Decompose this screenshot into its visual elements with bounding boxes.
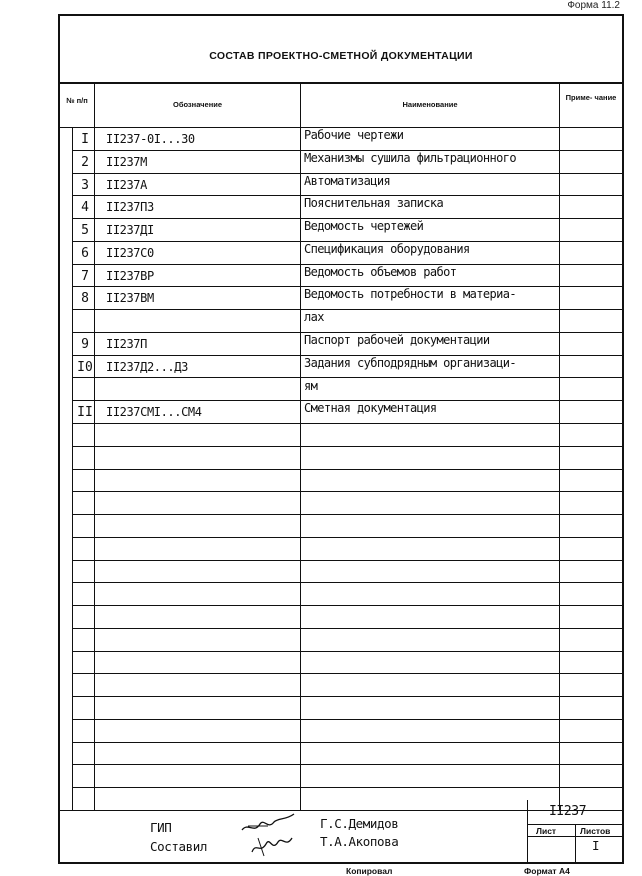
row-line	[72, 309, 622, 310]
row-line	[72, 764, 622, 765]
row-number: II	[77, 405, 93, 420]
stamp-divider	[527, 800, 528, 864]
row-line	[72, 719, 622, 720]
row-number: 2	[81, 155, 89, 170]
row-line	[72, 469, 622, 470]
header-name: Наименование	[402, 100, 458, 109]
row-number: I	[81, 132, 89, 147]
row-line	[72, 628, 622, 629]
row-line	[72, 582, 622, 583]
row-line	[72, 787, 622, 788]
header-num: № п/п	[66, 96, 88, 105]
stamp-sheets-value: I	[592, 838, 600, 853]
row-designation: II237СМI...СМ4	[106, 405, 202, 419]
row-name: Задания субподрядным организаци-	[304, 356, 516, 370]
row-line	[72, 446, 622, 447]
row-designation: II237M	[106, 155, 147, 169]
row-number: 8	[81, 291, 89, 306]
row-number: 9	[81, 337, 89, 352]
row-designation: II237Д2...ДЗ	[106, 360, 188, 374]
row-line	[72, 491, 622, 492]
row-name: Ведомость потребности в материа-	[304, 287, 516, 301]
stamp-doc-code: II237	[549, 804, 587, 819]
row-line	[72, 537, 622, 538]
row-designation: II237А	[106, 178, 147, 192]
row-line	[72, 560, 622, 561]
stamp-sheet-label: Лист	[536, 826, 557, 836]
row-designation: II237П	[106, 337, 147, 351]
row-name: Сметная документация	[304, 401, 437, 415]
row-line	[72, 651, 622, 652]
row-name: Автоматизация	[304, 174, 391, 188]
row-number: 4	[81, 200, 89, 215]
stamp-top-line	[60, 810, 622, 811]
stamp-role-gip: ГИП	[150, 820, 172, 835]
row-designation: II237ПЗ	[106, 200, 154, 214]
stamp-person-gip: Г.С.Демидов	[320, 816, 399, 831]
signature-image	[238, 808, 300, 858]
title-block	[60, 16, 622, 84]
row-designation: II237ДI	[106, 223, 154, 237]
stamp-role-author: Составил	[150, 839, 208, 854]
row-name-continued: лах	[304, 310, 324, 324]
bottom-line	[60, 862, 622, 863]
row-name-continued: ям	[304, 379, 318, 393]
row-name: Пояснительная записка	[304, 196, 444, 210]
row-line	[72, 673, 622, 674]
row-number: I0	[77, 360, 93, 375]
form-label: Форма 11.2	[567, 0, 620, 11]
col-divider-2	[300, 84, 301, 811]
row-designation: II237ВМ	[106, 291, 154, 305]
row-line	[72, 514, 622, 515]
header-designation: Обозначение	[172, 100, 223, 109]
row-designation: II237С0	[106, 246, 154, 260]
stamp-person-author: Т.А.Акопова	[320, 834, 399, 849]
footer-format: Формат А4	[524, 866, 570, 876]
col-divider-3	[559, 84, 560, 811]
row-number: 7	[81, 269, 89, 284]
row-line	[72, 423, 622, 424]
row-number: 3	[81, 178, 89, 193]
row-number: 6	[81, 246, 89, 261]
row-designation: II237ВР	[106, 269, 154, 283]
row-name: Рабочие чертежи	[304, 128, 404, 142]
row-line	[72, 605, 622, 606]
row-line	[72, 742, 622, 743]
row-name: Механизмы сушила фильтрационного	[304, 151, 516, 165]
row-name: Спецификация оборудования	[304, 242, 470, 256]
row-name: Ведомость чертежей	[304, 219, 424, 233]
footer-copied: Копировал	[346, 866, 393, 876]
document-title: СОСТАВ ПРОЕКТНО-СМЕТНОЙ ДОКУМЕНТАЦИИ	[209, 50, 473, 62]
stamp-divider-2	[575, 824, 576, 864]
row-name: Ведомость объемов работ	[304, 265, 457, 279]
col-divider-1	[94, 84, 95, 811]
row-line	[72, 696, 622, 697]
row-name: Паспорт рабочей документации	[304, 333, 490, 347]
row-line	[72, 377, 622, 378]
header-note: Приме- чание	[565, 93, 617, 102]
row-number: 5	[81, 223, 89, 238]
stamp-sheets-label: Листов	[580, 826, 611, 836]
row-designation: II237-0I...30	[106, 132, 195, 146]
